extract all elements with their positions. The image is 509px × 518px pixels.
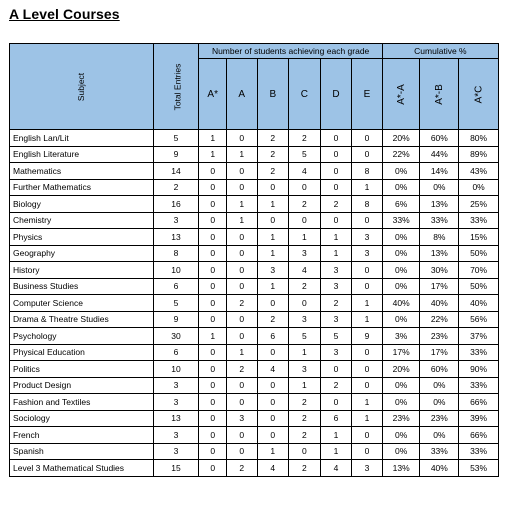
- grade-count-cell: 0: [320, 394, 352, 411]
- grade-count-cell: 0: [226, 179, 257, 196]
- subject-cell: Biology: [10, 196, 154, 213]
- grade-count-cell: 9: [352, 328, 383, 345]
- cumulative-percent-cell: 14%: [420, 163, 459, 180]
- cumulative-percent-cell: 40%: [420, 460, 459, 477]
- subject-cell: Level 3 Mathematical Studies: [10, 460, 154, 477]
- total-entries-cell: 5: [153, 295, 199, 312]
- cumulative-percent-cell: 30%: [420, 262, 459, 279]
- table-row: [10, 328, 499, 345]
- cumulative-percent-cell: 89%: [459, 146, 499, 163]
- grade-count-cell: 1: [320, 245, 352, 262]
- table-row: [10, 179, 499, 196]
- grade-count-cell: 0: [352, 427, 383, 444]
- grade-count-cell: 2: [320, 196, 352, 213]
- cumulative-percent-cell: 13%: [420, 196, 459, 213]
- grade-count-cell: 0: [226, 443, 257, 460]
- cumulative-percent-cell: 33%: [420, 212, 459, 229]
- cumulative-percent-cell: 0%: [382, 262, 420, 279]
- grade-count-cell: 8: [352, 196, 383, 213]
- total-entries-cell: 5: [153, 130, 199, 147]
- table-row: [10, 229, 499, 246]
- grade-count-cell: 0: [352, 262, 383, 279]
- grade-count-cell: 0: [257, 295, 289, 312]
- grade-count-cell: 0: [352, 377, 383, 394]
- cumulative-percent-cell: 22%: [382, 146, 420, 163]
- total-entries-cell: 3: [153, 377, 199, 394]
- grade-count-cell: 0: [199, 410, 227, 427]
- table-row: [10, 460, 499, 477]
- table-row: [10, 245, 499, 262]
- table-row: [10, 427, 499, 444]
- cumulative-percent-cell: 33%: [459, 212, 499, 229]
- grade-count-cell: 0: [199, 443, 227, 460]
- grade-count-cell: 1: [320, 229, 352, 246]
- cumulative-percent-cell: 60%: [420, 361, 459, 378]
- table-row: [10, 146, 499, 163]
- cumulative-percent-cell: 50%: [459, 278, 499, 295]
- grade-count-cell: 0: [226, 245, 257, 262]
- cumulative-percent-cell: 0%: [382, 394, 420, 411]
- grade-count-cell: 5: [289, 146, 321, 163]
- cumulative-percent-cell: 0%: [420, 427, 459, 444]
- table-row: [10, 278, 499, 295]
- cumulative-percent-cell: 13%: [382, 460, 420, 477]
- grade-count-cell: 4: [289, 262, 321, 279]
- subject-cell: History: [10, 262, 154, 279]
- grade-count-cell: 0: [226, 163, 257, 180]
- grade-count-cell: 0: [226, 394, 257, 411]
- total-entries-cell: 13: [153, 229, 199, 246]
- grade-count-cell: 3: [289, 361, 321, 378]
- cumulative-percent-cell: 20%: [382, 361, 420, 378]
- total-entries-cell: 10: [153, 262, 199, 279]
- cumulative-percent-cell: 70%: [459, 262, 499, 279]
- grades-group-header: Number of students achieving each grade: [199, 44, 382, 59]
- grade-count-cell: 4: [320, 460, 352, 477]
- total-entries-cell: 2: [153, 179, 199, 196]
- cumulative-percent-cell: 0%: [420, 394, 459, 411]
- grade-count-cell: 0: [199, 163, 227, 180]
- grade-count-cell: 0: [226, 377, 257, 394]
- grade-count-cell: 1: [199, 146, 227, 163]
- grade-count-cell: 4: [289, 163, 321, 180]
- grade-count-cell: 0: [320, 146, 352, 163]
- grade-count-cell: 0: [199, 394, 227, 411]
- grade-count-cell: 0: [257, 179, 289, 196]
- cumulative-percent-cell: 25%: [459, 196, 499, 213]
- total-entries-cell: 8: [153, 245, 199, 262]
- grade-count-cell: 2: [289, 278, 321, 295]
- grade-count-cell: 8: [352, 163, 383, 180]
- grade-count-cell: 2: [257, 130, 289, 147]
- grade-count-cell: 0: [199, 344, 227, 361]
- grade-count-cell: 5: [289, 328, 321, 345]
- table-row: [10, 212, 499, 229]
- total-entries-cell: 3: [153, 427, 199, 444]
- grade-count-cell: 0: [320, 163, 352, 180]
- cumulative-percent-cell: 33%: [459, 443, 499, 460]
- subject-cell: English Lan/Lit: [10, 130, 154, 147]
- grade-count-cell: 1: [257, 245, 289, 262]
- total-entries-header-label: Total Entries: [172, 63, 183, 110]
- grade-count-cell: 2: [289, 460, 321, 477]
- total-entries-cell: 6: [153, 344, 199, 361]
- grade-count-cell: 0: [199, 212, 227, 229]
- grade-count-cell: 1: [226, 196, 257, 213]
- cumulative-group-header: Cumulative %: [382, 44, 498, 59]
- grade-count-cell: 1: [257, 278, 289, 295]
- cumulative-percent-cell: 8%: [420, 229, 459, 246]
- grade-count-cell: 0: [257, 410, 289, 427]
- results-body: [10, 130, 499, 477]
- grade-count-cell: 0: [199, 179, 227, 196]
- grade-count-cell: 2: [226, 460, 257, 477]
- grade-count-cell: 0: [226, 427, 257, 444]
- grade-count-cell: 0: [320, 361, 352, 378]
- grade-count-cell: 1: [352, 295, 383, 312]
- subject-cell: English Literature: [10, 146, 154, 163]
- table-row: [10, 394, 499, 411]
- cumulative-percent-cell: 3%: [382, 328, 420, 345]
- total-entries-cell: 10: [153, 361, 199, 378]
- cumulative-percent-cell: 23%: [382, 410, 420, 427]
- grade-count-cell: 0: [289, 443, 321, 460]
- table-row: [10, 311, 499, 328]
- grade-count-cell: 0: [199, 245, 227, 262]
- cumulative-percent-cell: 0%: [420, 179, 459, 196]
- grade-count-cell: 2: [289, 394, 321, 411]
- subject-cell: Psychology: [10, 328, 154, 345]
- cumulative-header-a-star-b: [420, 59, 459, 130]
- grade-header-c: C: [289, 59, 321, 130]
- grade-count-cell: 1: [226, 212, 257, 229]
- cumulative-percent-cell: 44%: [420, 146, 459, 163]
- cumulative-header-a-star-c-label: A*C: [473, 85, 485, 103]
- cumulative-percent-cell: 39%: [459, 410, 499, 427]
- grade-header-a: A: [226, 59, 257, 130]
- page-title: A Level Courses: [9, 6, 120, 22]
- grade-count-cell: 3: [320, 344, 352, 361]
- grade-count-cell: 0: [352, 130, 383, 147]
- grade-count-cell: 1: [199, 328, 227, 345]
- cumulative-percent-cell: 56%: [459, 311, 499, 328]
- grade-count-cell: 1: [352, 311, 383, 328]
- subject-cell: Computer Science: [10, 295, 154, 312]
- grade-count-cell: 1: [226, 344, 257, 361]
- table-row: [10, 196, 499, 213]
- cumulative-percent-cell: 15%: [459, 229, 499, 246]
- cumulative-percent-cell: 0%: [459, 179, 499, 196]
- cumulative-percent-cell: 0%: [382, 229, 420, 246]
- subject-cell: Spanish: [10, 443, 154, 460]
- grade-count-cell: 6: [257, 328, 289, 345]
- grade-count-cell: 0: [199, 427, 227, 444]
- grade-count-cell: 1: [289, 229, 321, 246]
- grade-count-cell: 1: [257, 443, 289, 460]
- grade-count-cell: 3: [289, 245, 321, 262]
- grade-count-cell: 3: [352, 460, 383, 477]
- grade-count-cell: 0: [257, 394, 289, 411]
- grade-count-cell: 0: [320, 179, 352, 196]
- subject-cell: French: [10, 427, 154, 444]
- grade-count-cell: 3: [352, 229, 383, 246]
- subject-cell: Chemistry: [10, 212, 154, 229]
- grade-count-cell: 0: [226, 130, 257, 147]
- grade-count-cell: 0: [199, 229, 227, 246]
- cumulative-percent-cell: 6%: [382, 196, 420, 213]
- total-entries-cell: 13: [153, 410, 199, 427]
- grade-count-cell: 1: [226, 146, 257, 163]
- grade-count-cell: 0: [257, 344, 289, 361]
- cumulative-percent-cell: 33%: [459, 344, 499, 361]
- total-entries-cell: 3: [153, 212, 199, 229]
- cumulative-percent-cell: 66%: [459, 427, 499, 444]
- cumulative-percent-cell: 0%: [382, 179, 420, 196]
- grade-count-cell: 0: [226, 278, 257, 295]
- subject-header-label: Subject: [76, 72, 87, 101]
- subject-cell: Mathematics: [10, 163, 154, 180]
- grade-count-cell: 0: [352, 344, 383, 361]
- cumulative-percent-cell: 22%: [420, 311, 459, 328]
- grade-count-cell: 0: [226, 229, 257, 246]
- grade-header-b: B: [257, 59, 289, 130]
- cumulative-header-a-star-a: [382, 59, 420, 130]
- results-table: [9, 43, 499, 477]
- cumulative-percent-cell: 17%: [382, 344, 420, 361]
- grade-count-cell: 1: [352, 179, 383, 196]
- cumulative-percent-cell: 0%: [382, 245, 420, 262]
- grade-count-cell: 4: [257, 460, 289, 477]
- cumulative-percent-cell: 80%: [459, 130, 499, 147]
- cumulative-header-a-star-c: [459, 59, 499, 130]
- cumulative-percent-cell: 66%: [459, 394, 499, 411]
- cumulative-percent-cell: 17%: [420, 278, 459, 295]
- grade-count-cell: 0: [199, 361, 227, 378]
- grade-count-cell: 0: [352, 443, 383, 460]
- cumulative-percent-cell: 37%: [459, 328, 499, 345]
- table-row: [10, 377, 499, 394]
- total-entries-cell: 9: [153, 311, 199, 328]
- cumulative-percent-cell: 0%: [382, 377, 420, 394]
- grade-count-cell: 4: [257, 361, 289, 378]
- cumulative-percent-cell: 60%: [420, 130, 459, 147]
- grade-count-cell: 3: [226, 410, 257, 427]
- cumulative-percent-cell: 90%: [459, 361, 499, 378]
- grade-count-cell: 0: [289, 295, 321, 312]
- total-entries-cell: 15: [153, 460, 199, 477]
- grade-header-e: E: [352, 59, 383, 130]
- grade-count-cell: 0: [352, 212, 383, 229]
- total-entries-cell: 30: [153, 328, 199, 345]
- grade-count-cell: 0: [199, 278, 227, 295]
- cumulative-percent-cell: 33%: [459, 377, 499, 394]
- grade-count-cell: 5: [320, 328, 352, 345]
- cumulative-percent-cell: 23%: [420, 328, 459, 345]
- grade-count-cell: 0: [199, 196, 227, 213]
- grade-count-cell: 0: [226, 262, 257, 279]
- grade-count-cell: 1: [352, 410, 383, 427]
- table-row: [10, 443, 499, 460]
- grade-count-cell: 1: [199, 130, 227, 147]
- cumulative-percent-cell: 0%: [382, 427, 420, 444]
- grade-count-cell: 3: [289, 311, 321, 328]
- grade-header-a-star: A*: [199, 59, 227, 130]
- table-row: [10, 130, 499, 147]
- grade-count-cell: 0: [320, 130, 352, 147]
- grade-count-cell: 2: [257, 163, 289, 180]
- grade-count-cell: 0: [289, 179, 321, 196]
- grade-count-cell: 2: [320, 295, 352, 312]
- table-row: [10, 295, 499, 312]
- grade-count-cell: 0: [289, 212, 321, 229]
- grade-count-cell: 3: [320, 278, 352, 295]
- grade-count-cell: 0: [352, 278, 383, 295]
- subject-cell: Fashion and Textiles: [10, 394, 154, 411]
- subject-cell: Sociology: [10, 410, 154, 427]
- subject-cell: Product Design: [10, 377, 154, 394]
- subject-header: [10, 44, 154, 130]
- grade-count-cell: 2: [257, 146, 289, 163]
- grade-count-cell: 3: [320, 262, 352, 279]
- subject-cell: Physics: [10, 229, 154, 246]
- grade-count-cell: 3: [320, 311, 352, 328]
- total-entries-cell: 3: [153, 394, 199, 411]
- cumulative-percent-cell: 33%: [382, 212, 420, 229]
- grade-count-cell: 2: [226, 361, 257, 378]
- table-row: [10, 163, 499, 180]
- grade-header-d: D: [320, 59, 352, 130]
- grade-count-cell: 1: [257, 196, 289, 213]
- cumulative-percent-cell: 13%: [420, 245, 459, 262]
- cumulative-percent-cell: 43%: [459, 163, 499, 180]
- cumulative-percent-cell: 53%: [459, 460, 499, 477]
- grade-count-cell: 1: [320, 443, 352, 460]
- grade-count-cell: 0: [199, 460, 227, 477]
- subject-cell: Further Mathematics: [10, 179, 154, 196]
- grade-count-cell: 0: [352, 146, 383, 163]
- subject-cell: Geography: [10, 245, 154, 262]
- table-row: [10, 361, 499, 378]
- total-entries-cell: 3: [153, 443, 199, 460]
- cumulative-percent-cell: 0%: [382, 311, 420, 328]
- grade-count-cell: 0: [226, 328, 257, 345]
- grade-count-cell: 0: [257, 377, 289, 394]
- grade-count-cell: 2: [226, 295, 257, 312]
- table-row: [10, 410, 499, 427]
- cumulative-percent-cell: 40%: [382, 295, 420, 312]
- grade-count-cell: 0: [199, 377, 227, 394]
- grade-count-cell: 2: [289, 130, 321, 147]
- grade-count-cell: 2: [289, 427, 321, 444]
- subject-cell: Drama & Theatre Studies: [10, 311, 154, 328]
- cumulative-percent-cell: 20%: [382, 130, 420, 147]
- grade-count-cell: 0: [257, 427, 289, 444]
- cumulative-percent-cell: 0%: [420, 377, 459, 394]
- grade-count-cell: 2: [257, 311, 289, 328]
- grade-count-cell: 1: [289, 377, 321, 394]
- cumulative-percent-cell: 17%: [420, 344, 459, 361]
- cumulative-percent-cell: 40%: [420, 295, 459, 312]
- grade-count-cell: 6: [320, 410, 352, 427]
- cumulative-percent-cell: 50%: [459, 245, 499, 262]
- total-entries-cell: 14: [153, 163, 199, 180]
- grade-count-cell: 0: [199, 311, 227, 328]
- grade-count-cell: 0: [257, 212, 289, 229]
- grade-count-cell: 0: [199, 262, 227, 279]
- grade-count-cell: 0: [352, 361, 383, 378]
- subject-cell: Business Studies: [10, 278, 154, 295]
- cumulative-percent-cell: 0%: [382, 278, 420, 295]
- grade-count-cell: 2: [320, 377, 352, 394]
- grade-count-cell: 1: [352, 394, 383, 411]
- grade-count-cell: 1: [289, 344, 321, 361]
- total-entries-header: [153, 44, 199, 130]
- grade-count-cell: 0: [226, 311, 257, 328]
- cumulative-percent-cell: 23%: [420, 410, 459, 427]
- cumulative-percent-cell: 40%: [459, 295, 499, 312]
- total-entries-cell: 6: [153, 278, 199, 295]
- grade-count-cell: 0: [199, 295, 227, 312]
- cumulative-percent-cell: 33%: [420, 443, 459, 460]
- table-row: [10, 262, 499, 279]
- subject-cell: Physical Education: [10, 344, 154, 361]
- grade-count-cell: 0: [320, 212, 352, 229]
- total-entries-cell: 16: [153, 196, 199, 213]
- grade-count-cell: 1: [257, 229, 289, 246]
- grade-count-cell: 3: [352, 245, 383, 262]
- cumulative-header-a-star-b-label: A*-B: [433, 83, 445, 105]
- table-row: [10, 344, 499, 361]
- cumulative-percent-cell: 0%: [382, 163, 420, 180]
- subject-cell: Politics: [10, 361, 154, 378]
- grade-count-cell: 3: [257, 262, 289, 279]
- grade-count-cell: 2: [289, 410, 321, 427]
- total-entries-cell: 9: [153, 146, 199, 163]
- cumulative-percent-cell: 0%: [382, 443, 420, 460]
- grade-count-cell: 1: [320, 427, 352, 444]
- cumulative-header-a-star-a-label: A*-A: [395, 83, 407, 105]
- grade-count-cell: 2: [289, 196, 321, 213]
